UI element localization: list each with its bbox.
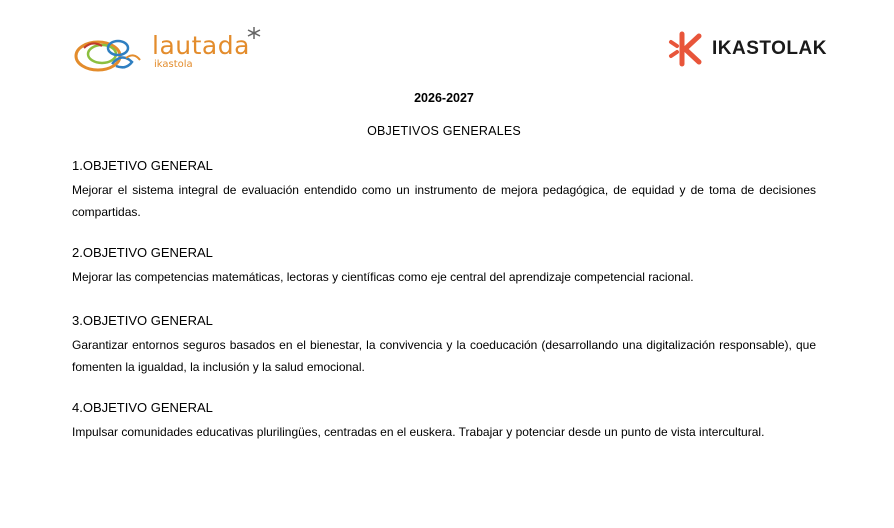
lautada-swirl-mark-icon bbox=[72, 34, 148, 74]
objective-title: 1.OBJETIVO GENERAL bbox=[72, 158, 213, 173]
ikastolak-logo bbox=[668, 30, 838, 70]
document-heading: OBJETIVOS GENERALES bbox=[367, 124, 521, 138]
objectives-list bbox=[72, 158, 816, 443]
ikastolak-k-mark-icon bbox=[668, 30, 706, 68]
objective-text: Mejorar las competencias matemáticas, lectoras y científicas como eje central del aprendizaje competencial racional. bbox=[72, 270, 694, 284]
objective-text: Garantizar entornos seguros basados en el bienestar, la convivencia y la coeducación (desarrollando una digitalización responsable), que fomenten la igualdad, la inclusión y la salud emocional. bbox=[72, 338, 816, 374]
sparkle-icon bbox=[246, 26, 262, 40]
objective-title: 4.OBJETIVO GENERAL bbox=[72, 400, 213, 415]
objective-text: Mejorar el sistema integral de evaluación entendido como un instrumento de mejora pedagógica, de equidad y de toma de decisiones compartidas. bbox=[72, 183, 816, 219]
objective-title: 2.OBJETIVO GENERAL bbox=[72, 245, 213, 260]
objective-title: 3.OBJETIVO GENERAL bbox=[72, 313, 213, 328]
objective-text: Impulsar comunidades educativas plurilingües, centradas en el euskera. Trabajar y potenciar desde un punto de vista intercultural. bbox=[72, 425, 765, 439]
objective-3 bbox=[72, 313, 816, 400]
objective-1 bbox=[72, 158, 816, 245]
ikastolak-logo-text: IKASTOLAK bbox=[712, 38, 827, 59]
lautada-logo-text: lautada bbox=[152, 31, 250, 60]
objective-4 bbox=[72, 400, 816, 443]
lautada-ikastola-logo bbox=[72, 26, 272, 76]
lautada-logo-subtitle: ikastola bbox=[154, 59, 193, 70]
objective-2 bbox=[72, 245, 816, 313]
school-year: 2026-2027 bbox=[414, 91, 474, 105]
